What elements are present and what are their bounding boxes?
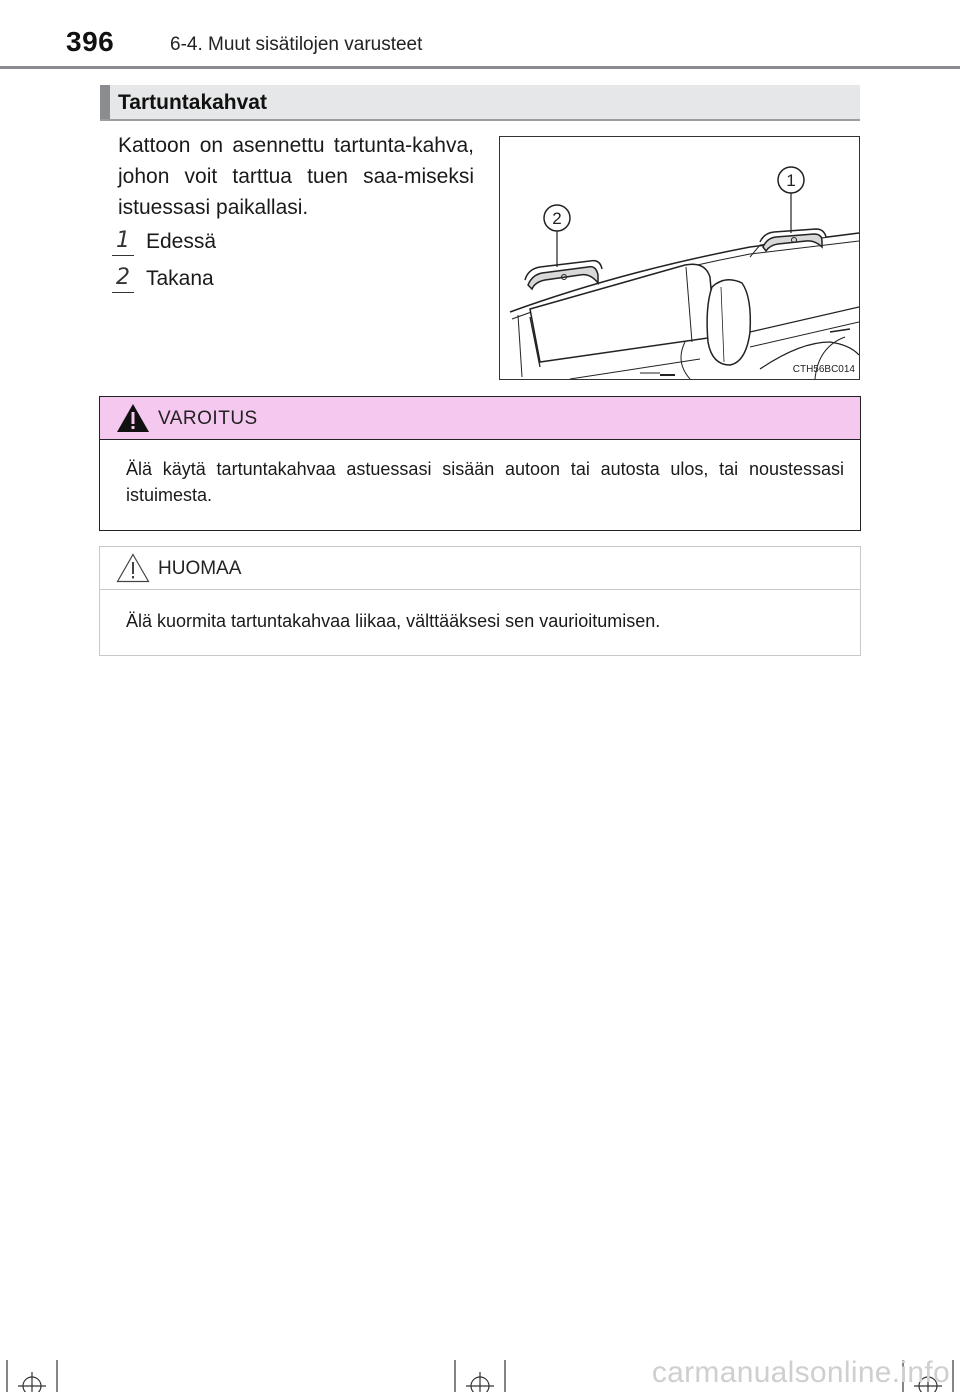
warning-header xyxy=(100,397,860,440)
legend-label-rear: Takana xyxy=(146,267,214,290)
page-header xyxy=(0,0,960,70)
legend-item-front xyxy=(112,228,216,256)
header-rule xyxy=(0,66,960,69)
caution-triangle-icon xyxy=(116,553,150,583)
legend-label-front: Edessä xyxy=(146,230,217,253)
warning-triangle-icon xyxy=(116,403,150,433)
figure-code: CTH56BC014 xyxy=(792,364,855,375)
legend-number-1: 1 xyxy=(112,228,134,256)
notice-text: Älä kuormita tartuntakahvaa liikaa, välttääksesi sen vaurioitumisen. xyxy=(126,611,661,631)
warning-text: Älä käytä tartuntakahvaa astuessasi sisään autoon tai autosta ulos, tai noustessasi istuimesta. xyxy=(126,459,844,505)
warning-box xyxy=(99,396,861,531)
notice-box xyxy=(99,546,861,656)
warning-label: VAROITUS xyxy=(158,408,258,429)
legend-number-2: 2 xyxy=(112,265,134,293)
notice-label: HUOMAA xyxy=(158,558,242,579)
watermark: carmanualsonline.info xyxy=(651,1356,950,1389)
notice-header xyxy=(100,547,860,590)
callout-label-2: 2 xyxy=(552,209,562,228)
section-heading-accent xyxy=(100,85,110,119)
legend-item-rear xyxy=(112,265,214,293)
assist-grip-illustration xyxy=(499,136,860,380)
chapter-title: 6-4. Muut sisätilojen varusteet xyxy=(170,34,423,55)
section-title: Tartuntakahvat xyxy=(118,91,267,114)
section-heading-bar xyxy=(100,85,860,121)
page-number: 396 xyxy=(66,26,115,57)
callout-label-1: 1 xyxy=(786,171,796,190)
car-interior-drawing xyxy=(500,137,859,379)
section-body-text: Kattoon on asennettu tartunta-kahva, johon voit tarttua tuen saa-miseksi istuessasi paikallasi. xyxy=(118,134,474,219)
